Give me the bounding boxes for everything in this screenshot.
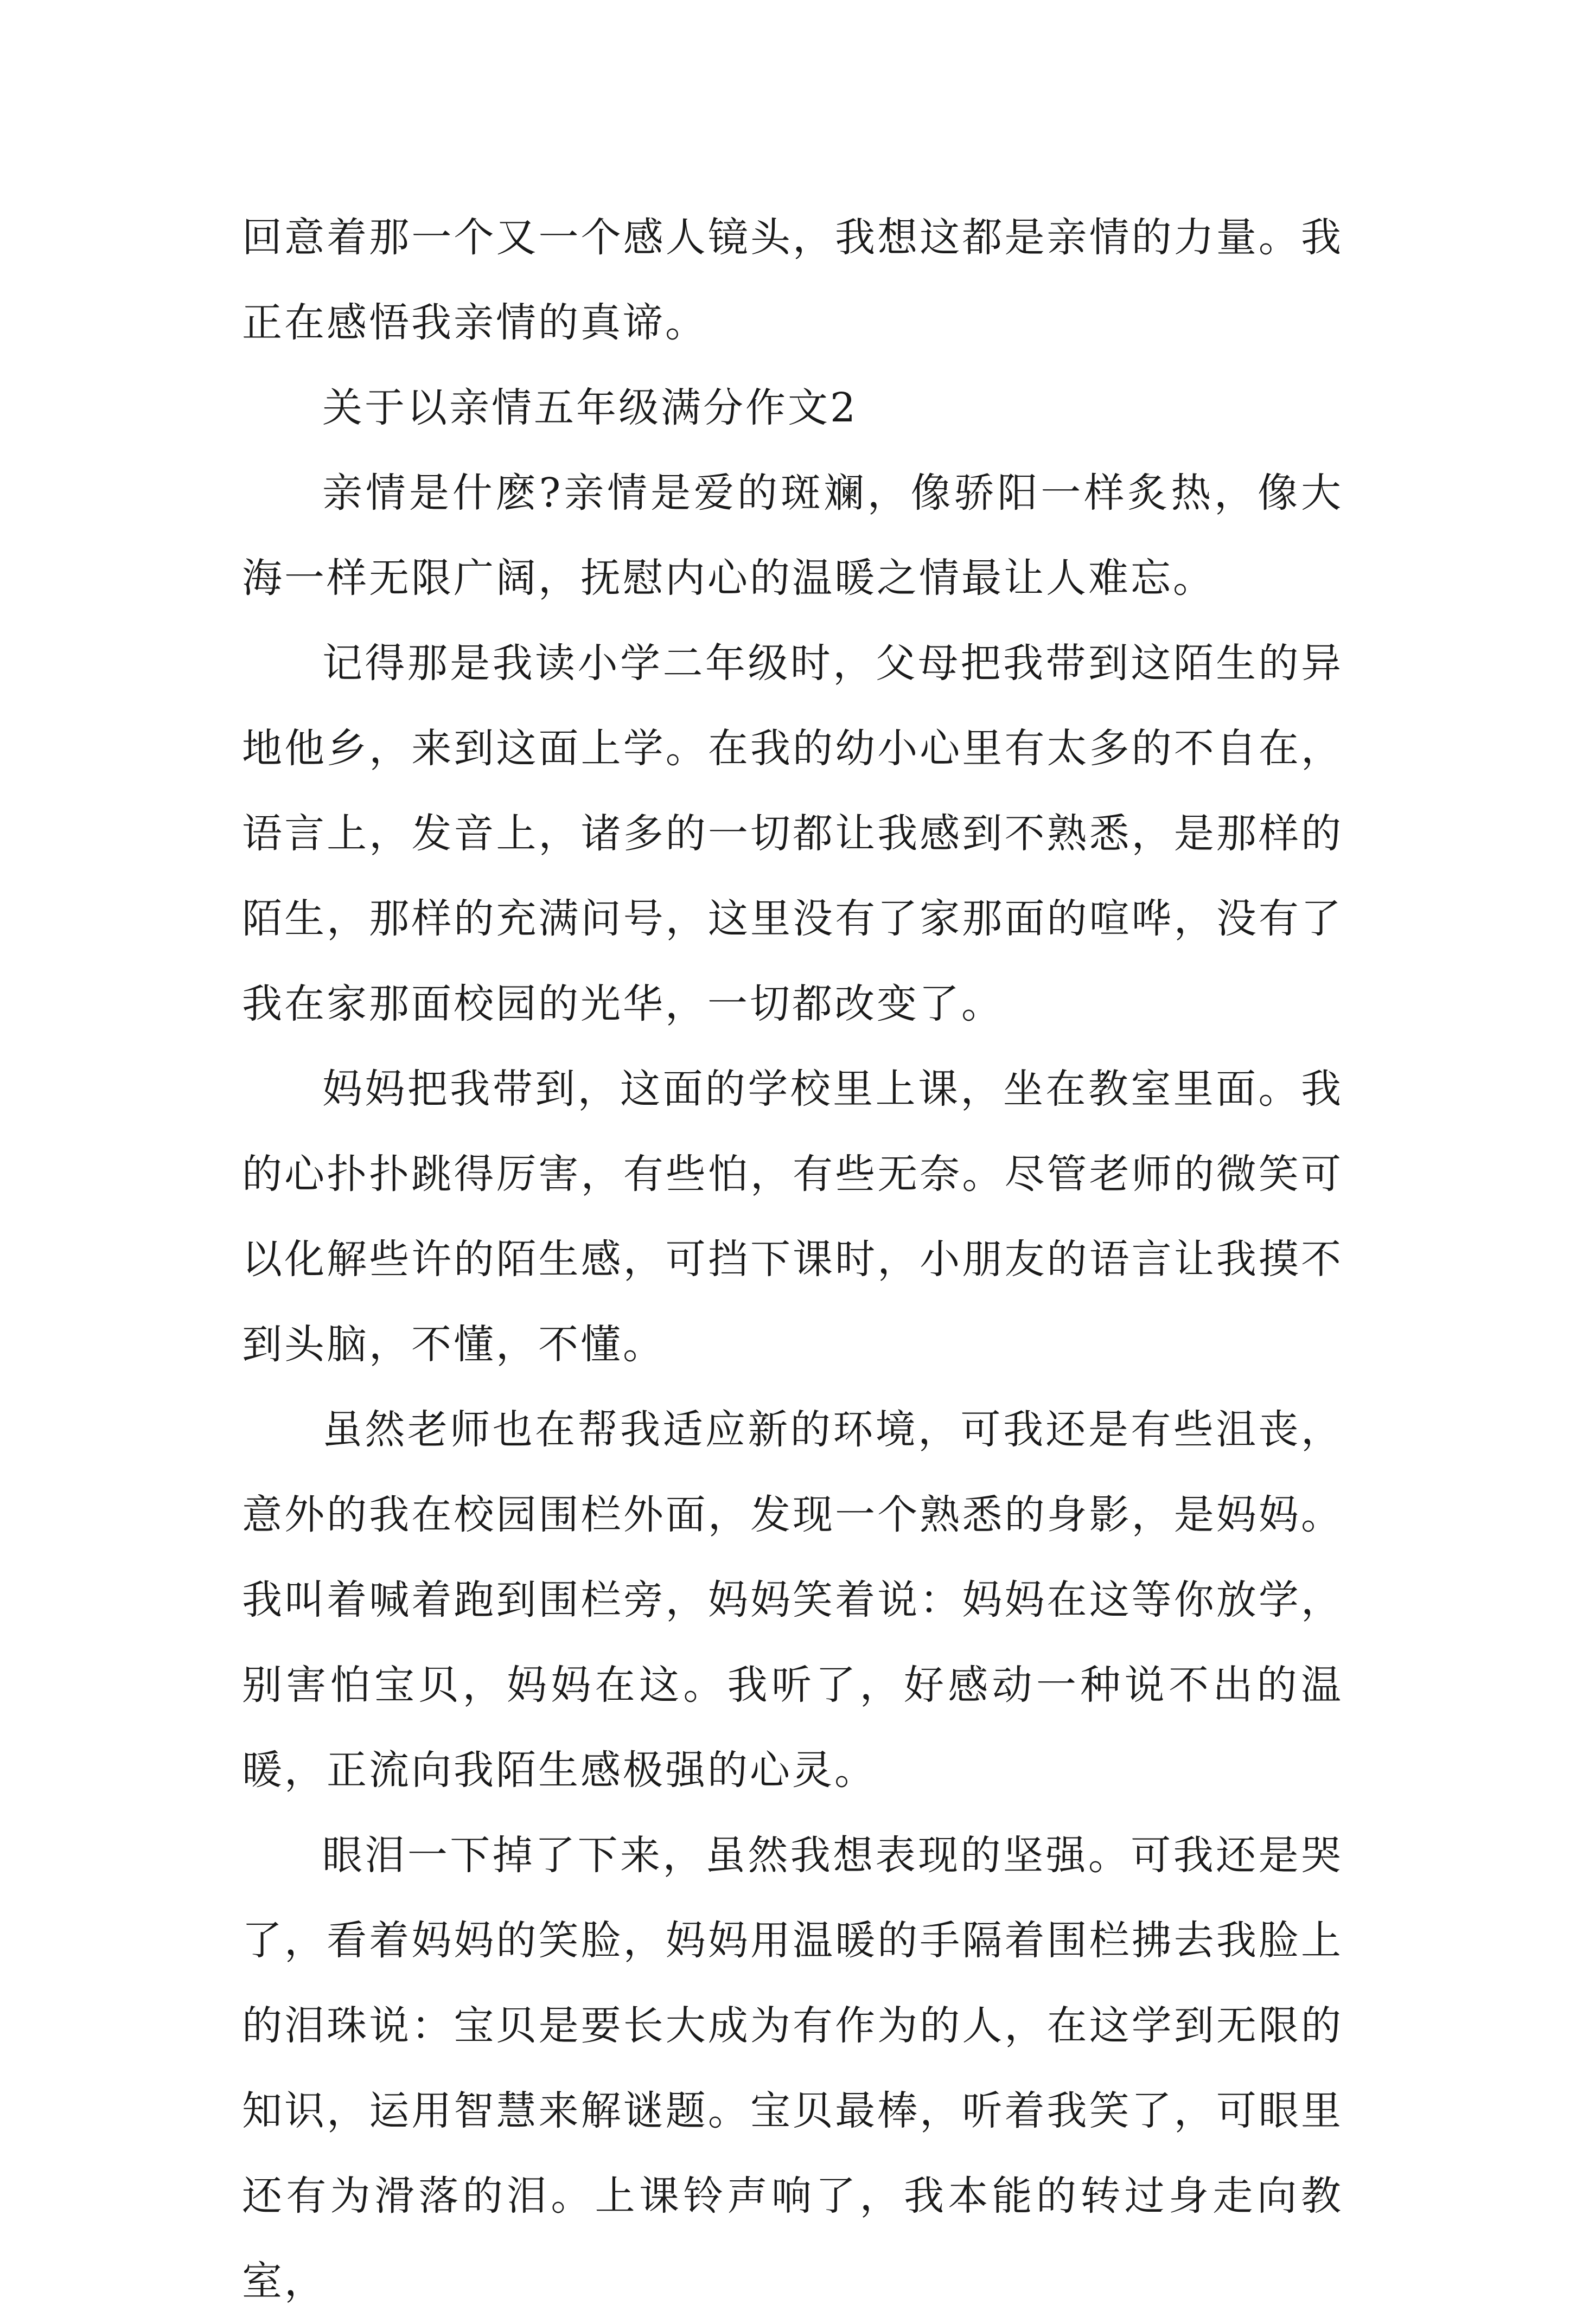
paragraph-2: 记得那是我读小学二年级时，父母把我带到这陌生的异地他乡，来到这面上学。在我的幼小心里有太多的不自在，语言上，发音上，诸多的一切都让我感到不熟悉，是那样的陌生，那样的充满问号，这里没有了家那面的喧哗，没有了我在家那面校园的光华，一切都改变了。 bbox=[242, 640, 1343, 1027]
continuation-paragraph: 回意着那一个又一个感人镜头，我想这都是亲情的力量。我正在感悟我亲情的真谛。 bbox=[242, 214, 1343, 346]
paragraph-1: 亲情是什麽?亲情是爱的斑斓，像骄阳一样炙热，像大海一样无限广阔，抚慰内心的温暖之情最让人难忘。 bbox=[242, 470, 1343, 601]
paragraph-5: 眼泪一下掉了下来，虽然我想表现的坚强。可我还是哭了，看着妈妈的笑脸，妈妈用温暖的手隔着围栏拂去我脸上的泪珠说：宝贝是要长大成为有作为的人，在这学到无限的知识，运用智慧来解谜题。宝贝最棒，听着我笑了，可眼里还有为滑落的泪。上课铃声响了，我本能的转过身走向教室， bbox=[242, 1832, 1343, 2304]
essay-body bbox=[242, 195, 1343, 2324]
essay-heading: 关于以亲情五年级满分作文2 bbox=[322, 385, 858, 431]
paragraph-3: 妈妈把我带到，这面的学校里上课，坐在教室里面。我的心扑扑跳得厉害，有些怕，有些无奈。尽管老师的微笑可以化解些许的陌生感，可挡下课时，小朋友的语言让我摸不到头脑，不懂，不懂。 bbox=[242, 1066, 1343, 1368]
paragraph-4: 虽然老师也在帮我适应新的环境，可我还是有些沮丧，意外的我在校园围栏外面，发现一个熟悉的身影，是妈妈。我叫着喊着跑到围栏旁，妈妈笑着说：妈妈在这等你放学，别害怕宝贝，妈妈在这。我听了，好感动一种说不出的温暖，正流向我陌生感极强的心灵。 bbox=[242, 1406, 1343, 1794]
